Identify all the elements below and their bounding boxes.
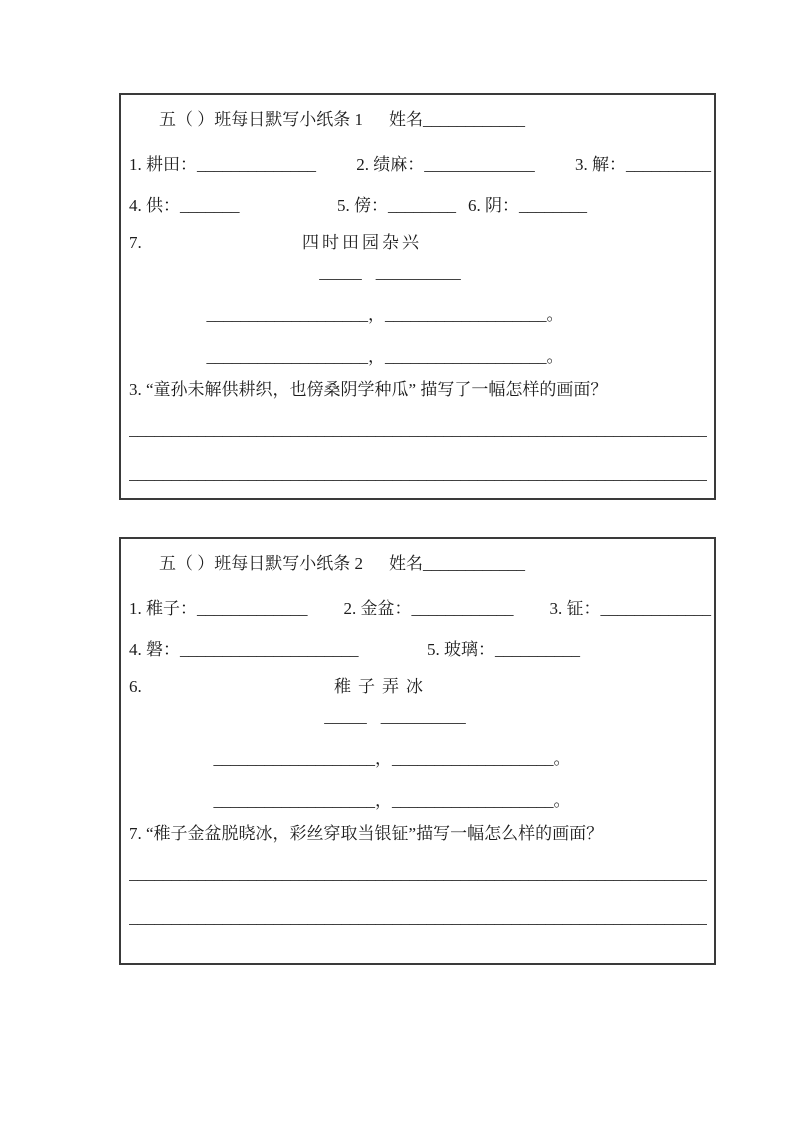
sheet2-vocab-row-2 <box>121 637 714 663</box>
vocab-term: 4. 磐： <box>129 640 180 659</box>
sheet1-name-field <box>389 110 525 129</box>
vocab-item <box>550 596 712 622</box>
poem-title: 稚子弄冰 <box>334 677 430 696</box>
vocab-term: 1. 稚子： <box>129 599 197 618</box>
vocab-item <box>468 193 587 219</box>
vocab-blank-line: __________ <box>495 640 580 659</box>
sheet1-title-row <box>121 107 714 133</box>
vocab-item <box>129 596 308 622</box>
author-blanks-wrap <box>129 704 661 730</box>
answer-blank-line: ____________________________________________________________________ <box>129 908 707 927</box>
sheet1-answer-row-1 <box>121 417 714 443</box>
vocab-blank-line: ______________ <box>197 155 316 174</box>
poem-item-number: 6. <box>129 677 142 696</box>
sheet2-answer-row-2 <box>121 905 714 931</box>
poem-title: 四时田园杂兴 <box>302 233 422 252</box>
vocab-item <box>129 152 316 178</box>
vocab-blank-line: _____________________ <box>180 640 359 659</box>
answer-blank-line: ____________________________________________________________________ <box>129 464 707 483</box>
poem-title-wrap <box>129 230 595 256</box>
question-text: 3. “童孙未解供耕织，也傍桑阴学种瓜” 描写了一幅怎样的画面？ <box>129 380 608 399</box>
sheet2-poem-title-row <box>121 674 714 700</box>
verse-blanks-wrap <box>129 788 655 814</box>
question-text: 7. “稚子金盆脱晓冰，彩丝穿取当银钲”描写一幅怎么样的画面？ <box>129 824 604 843</box>
author-blanks-wrap <box>129 260 651 286</box>
sheet1-title: 五（ ）班每日默写小纸条 1 <box>159 110 363 129</box>
sheet1-name-label: 姓名 <box>389 110 423 129</box>
sheet2-vocab-row-1 <box>121 596 714 622</box>
sheet2-verse-row-1 <box>121 746 714 772</box>
sheet2-title: 五（ ）班每日默写小纸条 2 <box>159 554 363 573</box>
verse-blanks-wrap <box>129 344 641 370</box>
author-blank-long: __________ <box>375 263 461 282</box>
vocab-blank-line: ____________ <box>411 599 514 618</box>
sheet2-name-field <box>389 554 525 573</box>
sheet2-name-blank-line: ____________ <box>423 554 525 573</box>
sheet1-vocab-row-2 <box>121 193 714 219</box>
sheet1-name-blank-line: ____________ <box>423 110 525 129</box>
vocab-blank-line: ________ <box>519 196 587 215</box>
vocab-item <box>427 637 580 663</box>
sheet1-verse-row-2 <box>121 344 714 370</box>
vocab-item <box>575 152 711 178</box>
author-blank-short: _____ <box>324 707 367 726</box>
vocab-term: 3. 钲： <box>549 599 601 618</box>
vocab-blank-line: _____________ <box>600 599 711 618</box>
answer-blank-line: ____________________________________________________________________ <box>129 420 707 439</box>
sheet2-question-row <box>121 821 714 847</box>
answer-blank-line: ____________________________________________________________________ <box>129 864 707 883</box>
verse-blank-line: ___________________，___________________。 <box>213 749 571 768</box>
vocab-item <box>344 596 514 622</box>
vocab-term: 2. 金盆： <box>343 599 412 618</box>
sheet1-poem-author-row <box>121 260 714 286</box>
vocab-term: 5. 傍： <box>337 196 388 215</box>
vocab-blank-line: ________ <box>388 196 456 215</box>
verse-blank-line: ___________________，___________________。 <box>206 347 564 366</box>
author-blank-long: __________ <box>380 707 466 726</box>
sheet1-vocab-row-1 <box>121 152 714 178</box>
vocab-item <box>129 193 240 219</box>
vocab-blank-line: _____________ <box>424 155 535 174</box>
worksheet-slip-2 <box>119 537 716 965</box>
verse-blank-line: ___________________，___________________。 <box>213 791 571 810</box>
vocab-blank-line: _______ <box>180 196 240 215</box>
vocab-blank-line: __________ <box>626 155 711 174</box>
sheet2-answer-row-1 <box>121 861 714 887</box>
verse-blank-line: ___________________，___________________。 <box>206 305 564 324</box>
sheet2-title-row <box>121 551 714 577</box>
vocab-term: 1. 耕田： <box>129 155 197 174</box>
vocab-term: 5. 玻璃： <box>427 640 495 659</box>
vocab-term: 3. 解： <box>575 155 626 174</box>
vocab-item <box>356 152 535 178</box>
worksheet-slip-1 <box>119 93 716 500</box>
sheet1-verse-row-1 <box>121 302 714 328</box>
vocab-term: 2. 绩麻： <box>356 155 425 174</box>
vocab-blank-line: _____________ <box>197 599 308 618</box>
vocab-item <box>337 193 456 219</box>
verse-blanks-wrap <box>129 302 641 328</box>
sheet2-poem-author-row <box>121 704 714 730</box>
author-blank-short: _____ <box>319 263 362 282</box>
sheet1-poem-title-row <box>121 230 714 256</box>
sheet1-question-row <box>121 377 714 403</box>
vocab-item <box>129 637 359 663</box>
vocab-term: 4. 供： <box>129 196 180 215</box>
sheet2-verse-row-2 <box>121 788 714 814</box>
sheet2-name-label: 姓名 <box>389 554 423 573</box>
poem-title-wrap <box>129 674 635 700</box>
verse-blanks-wrap <box>129 746 655 772</box>
sheet1-answer-row-2 <box>121 461 714 487</box>
poem-item-number: 7. <box>129 233 142 252</box>
vocab-term: 6. 阴： <box>468 196 519 215</box>
